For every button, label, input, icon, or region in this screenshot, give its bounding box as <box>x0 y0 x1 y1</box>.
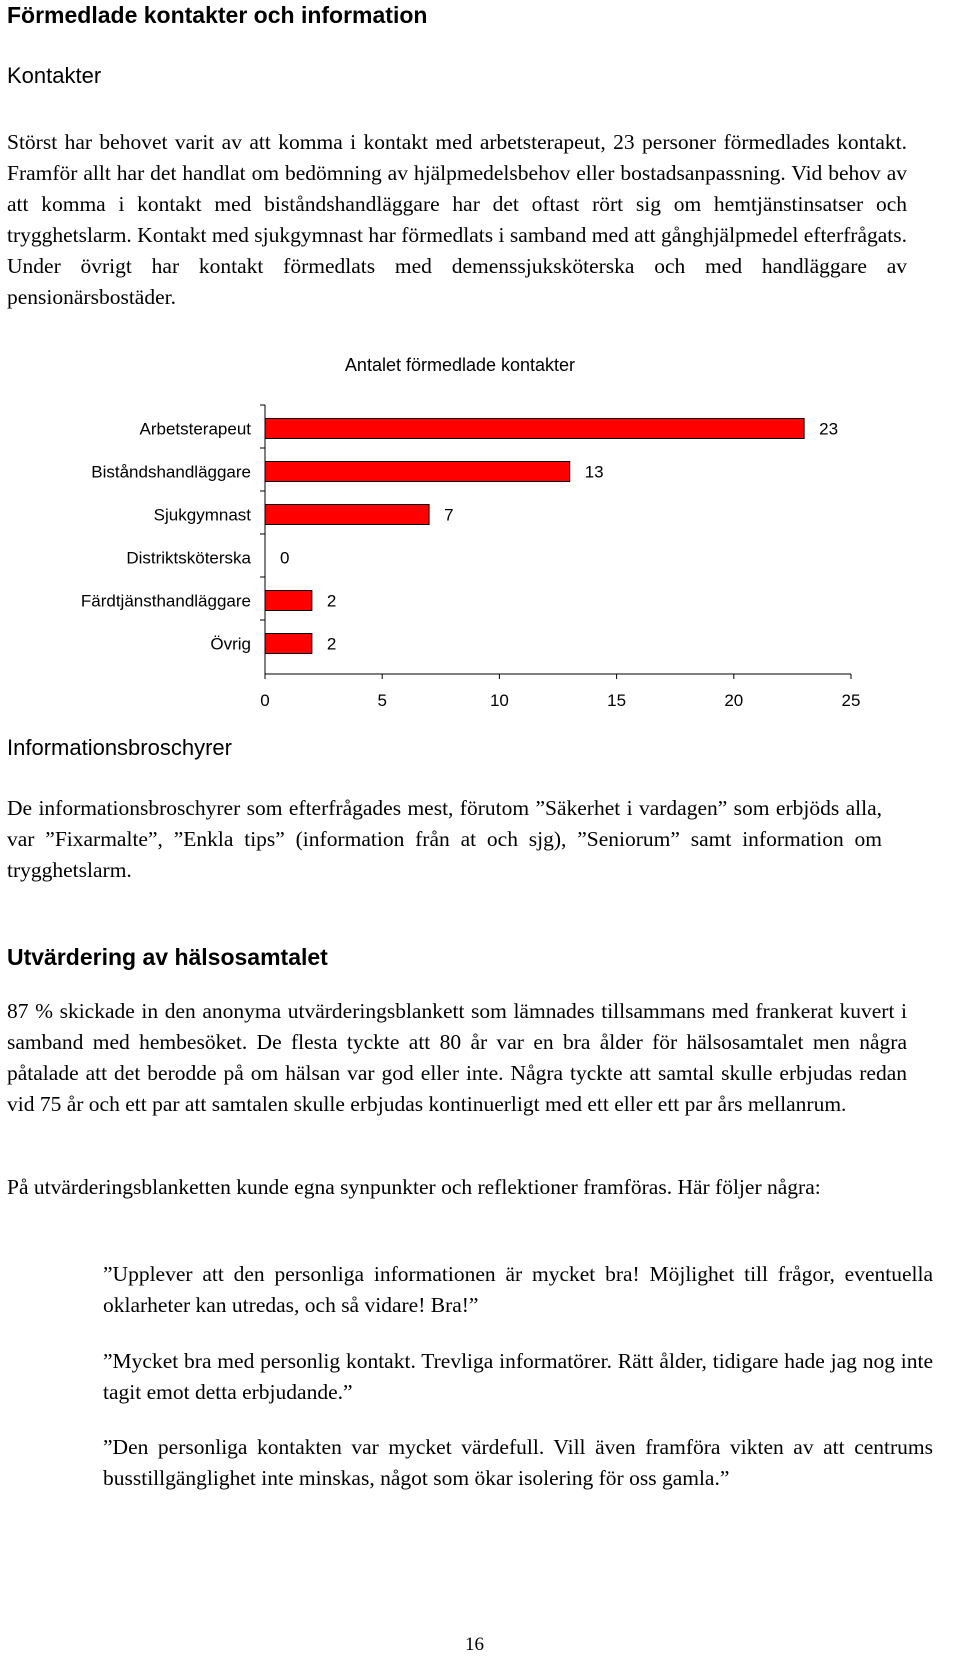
x-tick-label: 10 <box>489 691 509 710</box>
bar <box>265 634 312 654</box>
data-label: 23 <box>819 419 839 439</box>
quote-2: ”Mycket bra med personlig kontakt. Trevliga informatörer. Rätt ålder, tidigare hade jag nog inte tagit emot detta erbjudande.” <box>103 1349 933 1404</box>
data-label: 0 <box>280 548 290 568</box>
quote-3: ”Den personliga kontakten var mycket värdefull. Vill även framföra vikten av att centrums busstillgänglighet inte minskas, något som ökar isolering för oss gamla.” <box>103 1435 933 1490</box>
chart-title: Antalet förmedlade kontakter <box>344 355 576 375</box>
section-heading-evaluation: Utvärdering av hälsosamtalet <box>7 944 328 970</box>
category-label: Arbetsterapeut <box>139 419 251 439</box>
evaluation-paragraph-2: På utvärderingsblanketten kunde egna synpunkter och reflektioner framföras. Här följer några: <box>7 1175 821 1199</box>
category-label: Biståndshandläggare <box>91 462 251 482</box>
subheading-contacts: Kontakter <box>7 63 102 88</box>
x-tick-label: 0 <box>260 691 270 710</box>
contacts-paragraph: Störst har behovet varit av att komma i kontakt med arbetsterapeut, 23 personer förmedlades kontakt. Framför allt har det handlat om bedömning av hjälpmedelsbehov eller bostadsanpassning. Vid behov av att komma i kontakt med biståndshandläggare har det oftast rört sig om hemtjänstinsatser och trygghetslarm. Kontakt med sjukgymnast har förmedlats i samband med att gånghjälpmedel efterfrågats. Under övrigt har kontakt förmedlats med demenssjuksköterska och med handläggare av pensionärsbostäder. <box>7 130 907 309</box>
brochures-paragraph: De informationsbroschyrer som efterfrågades mest, förutom ”Säkerhet i vardagen” som erbjöds alla, var ”Fixarmalte”, ”Enkla tips” (information från at och sjg), ”Seniorum” samt information om trygghetslarm. <box>7 796 882 882</box>
data-label: 13 <box>584 462 604 482</box>
x-tick-label: 25 <box>841 691 861 710</box>
bar <box>265 505 429 525</box>
data-label: 2 <box>326 634 337 654</box>
data-label: 2 <box>326 591 337 611</box>
page-number: 16 <box>465 1634 484 1655</box>
category-label: Färdtjänsthandläggare <box>80 591 251 611</box>
bar <box>265 591 312 611</box>
data-label: 7 <box>444 505 454 525</box>
bar <box>265 419 804 439</box>
quote-1: ”Upplever att den personliga informationen är mycket bra! Möjlighet till frågor, eventuella oklarheter kan utredas, och så vidare! Bra!” <box>103 1262 933 1317</box>
x-tick-label: 15 <box>607 691 627 710</box>
contacts-bar-chart <box>0 350 960 730</box>
section-heading-contacts: Förmedlade kontakter och information <box>7 2 428 28</box>
x-tick-label: 5 <box>377 691 387 710</box>
category-label: Övrig <box>210 634 251 654</box>
x-tick-label: 20 <box>724 691 744 710</box>
subheading-brochures: Informationsbroschyrer <box>7 735 232 760</box>
evaluation-paragraph-1: 87 % skickade in den anonyma utvärderingsblankett som lämnades tillsammans med frankerat kuvert i samband med hembesöket. De flesta tyckte att 80 år var en bra ålder för hälsosamtalet men några påtalade att det berodde på om hälsan var god eller inte. Några tyckte att samtal skulle erbjudas redan vid 75 år och ett par att samtalen skulle erbjudas kontinuerligt med ett eller ett par års mellanrum. <box>7 999 907 1116</box>
category-label: Sjukgymnast <box>153 505 251 525</box>
category-label: Distriktsköterska <box>126 548 251 568</box>
bar <box>265 462 570 482</box>
